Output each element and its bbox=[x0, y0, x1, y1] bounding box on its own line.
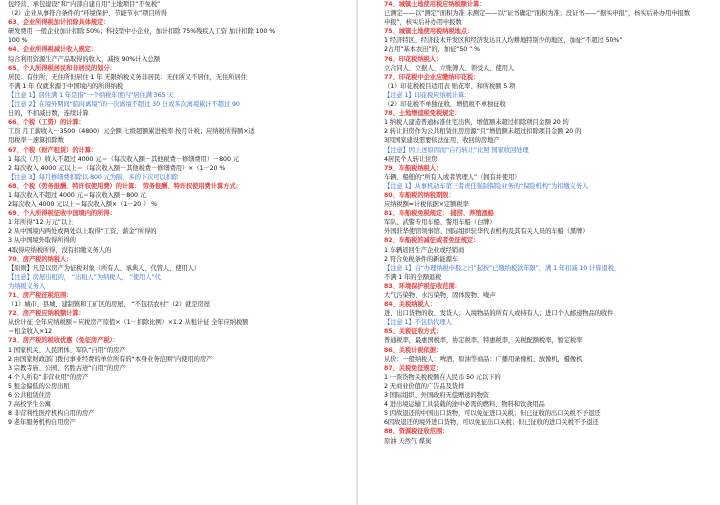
section-heading: 88、资源税征收范围： bbox=[384, 428, 449, 436]
text-line: 1 车辆返回生产企业或经销商 bbox=[384, 246, 465, 254]
text-line: 军队、武警专用车船、警用车船（白牌） bbox=[384, 219, 496, 227]
text-line: 3 国际组织、外国政府无偿赠送的物资 bbox=[384, 392, 489, 400]
section-heading: 78、土地增值税免税规定： bbox=[384, 110, 461, 118]
section-heading: 79、车船税纳税人： bbox=[384, 164, 443, 172]
text-line: 原油 天然气 煤炭 bbox=[384, 437, 432, 445]
section-heading: 77、印花税中企业应缴纳印花税： bbox=[384, 73, 480, 81]
text-line: 外国驻华使馆领事馆、国际组织驻华代表机构及其有关人员的车船（黑牌） bbox=[384, 228, 589, 236]
section-heading: 64、企业所得税减计收入规定： bbox=[8, 46, 98, 54]
note-line: 【注意 1】居住满 1 年是指“一个纳税年度内”居住满 365 天 bbox=[8, 91, 174, 99]
text-line: 2 由国家财政部门拨付事业经费的单位所有的“本身业务范围”内使用的房产 bbox=[8, 355, 213, 363]
section-heading: 68、个税（劳务报酬、特许权使用费）的计算： 劳务报酬、特许权使用费计算方式： bbox=[8, 182, 242, 190]
text-line: 不满 1 年 仅就来源于中国境内的所得纳税 bbox=[8, 82, 123, 90]
text-line: 8 非营利性医疗机构自用的房产 bbox=[8, 410, 95, 418]
note-line: 【注意 1】印花税应纳税计算： bbox=[384, 91, 471, 99]
section-heading: 70、房产税的纳税人： bbox=[8, 255, 73, 263]
text-line: 2 无商业价值的广告品及货样 bbox=[384, 382, 465, 390]
text-line: 2 每次收入 4000 元以上＝（每次收入额－其他税费－修缮费用）×（1－20 % bbox=[8, 164, 226, 172]
text-line: 从价：一般纳税人：啤酒，原油等商品：广播用录像机、放像机，摄像机 bbox=[384, 355, 583, 363]
text-line: 1 纳税人建造普通标准住宅出售，增值额未超过扣除项目金额 20 的 bbox=[384, 119, 569, 127]
text-line: 居民：有住所，无住所但居住 1 年 无限纳税义务非居民：无住所又不居住，无住所居住 bbox=[8, 73, 247, 81]
text-line: 4 进出境运输工具装载的途中必需的燃料、物料和饮食用品 bbox=[384, 401, 545, 409]
text-line: 4取得应纳税所得，没有扣缴义务人的 bbox=[8, 246, 112, 254]
text-line: （2）印花税不单独征收，增值税不单独征收 bbox=[384, 101, 506, 109]
section-heading: 82、车船税的减征或者免征规定： bbox=[384, 237, 480, 245]
text-line: 2 符合免税条件的新能源车 bbox=[384, 255, 458, 263]
section-heading: 76、印花税纳税人： bbox=[384, 55, 443, 63]
text-line: 工资 月工薪收入－3500（4800）元全额 七级超额累进税率 按月计税；应纳税所得额×适 bbox=[8, 128, 255, 136]
section-heading: 63、企业所得税加计扣除具体规定： bbox=[8, 19, 110, 27]
section-heading: 84、关税纳税人： bbox=[384, 301, 436, 309]
text-line: 普通税率，最惠国税率，协定税率，特惠税率，关税配额税率，暂定税率 bbox=[384, 337, 583, 345]
section-heading: 73、房产税的税收优惠（免征房产税）： bbox=[8, 337, 119, 345]
section-heading: 69、个人所得税征收中国境内的所得： bbox=[8, 210, 116, 218]
text-line: 1 经济特区、经济技术开发区和经济发达且人均耕地特别少的地区，加征“不超过 50%” bbox=[384, 37, 623, 45]
text-line: 2占用“基本农田”的，加征“50 ” % bbox=[384, 46, 481, 54]
text-line: 3 宗教寺庙、公园、名胜古迹“自用”的房产 bbox=[8, 364, 126, 372]
text-line: 4 个人所有“非营业用”的房产 bbox=[8, 373, 89, 381]
text-line: 从价计征 全年应纳税额＝应税房产原值×（1－扣除比例）×1.2 从租计征 全年应纳税额 bbox=[8, 319, 249, 327]
text-line: 立合同人、立据人、立账簿人、领受人、使用人 bbox=[384, 64, 515, 72]
text-line: 2 从中国境内两处或两处以上取得“工资、薪金”所得的 bbox=[8, 228, 157, 236]
text-line: 1 每次（月）收入不超过 4000 元＝（每次收入额－其他税费－修缮费用）－800 元 bbox=[8, 155, 239, 163]
text-line: （1）印花税税目适用表 贴花率、和所税额 5 项 bbox=[384, 82, 516, 90]
section-heading: 81、车船税免税规定： 捕捞、养殖渔船 bbox=[384, 210, 494, 218]
section-heading: 75、城镇土地使用税纳税地点： bbox=[384, 28, 474, 36]
section-heading: 65、个人所得税居民和非居民的划分： bbox=[8, 64, 116, 72]
right-document-page bbox=[384, 0, 714, 505]
text-line: 6因故退还的境外进口货物，可以免征出口关税；但已征收的进口关税不予退还 bbox=[384, 419, 599, 427]
text-line: 3 从中国境外取得所得的 bbox=[8, 237, 76, 245]
page-divider bbox=[356, 0, 358, 505]
text-line: ＝租金收入×12 bbox=[8, 328, 52, 336]
text-line: 申报”，核实后补办用申报数 bbox=[384, 19, 462, 27]
note-line: 【注意 1】不包括代理人 bbox=[384, 319, 452, 327]
text-line: 车辆、船舶的“所有人或者管理人”（拥有并使用） bbox=[384, 173, 521, 181]
left-document-page bbox=[8, 0, 338, 505]
section-heading: 74、城镇土地使用税应纳税额计算： bbox=[384, 1, 486, 8]
text-line: 研发费用 一般企业加计扣除 50%；科技型中小企业，加计扣除 75%残疾人工资 加计扣除 100 % bbox=[8, 28, 276, 36]
text-line: 综合利用资源生产产品取得的收入，减按 90%计入总额 bbox=[8, 55, 160, 63]
text-line: 不满 1 年的全额退税 bbox=[384, 273, 442, 281]
text-line: 已测定——以“测定”面积为准 未测定——以“证书确定”面积为准；没证书——“据实申报”，核实后补办用申报数 bbox=[384, 10, 690, 18]
text-line: 3因国家建设需要依法征用、收回的房地产 bbox=[384, 137, 500, 145]
note-line: 为纳税义务人 bbox=[8, 282, 46, 290]
section-heading: 67、个税（财产租赁）的计算： bbox=[8, 146, 98, 154]
section-heading: 83、环境保护税征收范围： bbox=[384, 282, 461, 290]
section-heading: 72、房产税应纳税额计算： bbox=[8, 310, 85, 318]
text-line: 2 转让旧房作为公共租赁住房房源“且”增值额未超过扣除项目金额 20 的 bbox=[384, 128, 582, 136]
section-heading: 86、关税计税依据： bbox=[384, 346, 443, 354]
note-line: 【注意】房屋出租的， “出租人”为纳税人， “使用人”代 bbox=[8, 273, 161, 281]
note-line: 【注意 2】在境外期间“临时离境”的一次离境不超过 30 日或多次离境累计不超过 90 bbox=[8, 101, 240, 109]
text-line: 2每次收入 4000 元以上＝每次收入额×（1－20 ） % bbox=[8, 201, 158, 209]
section-heading: 80、车船税的纳税期限： bbox=[384, 191, 455, 199]
note-line: 【注意 3】每月修缮费扣除以 800 元为限，多的下次可以扣除 bbox=[8, 173, 179, 181]
text-line: 6 公共租赁住房 bbox=[8, 392, 51, 400]
text-line: 1 一票货物关税税额在人民币 50 元以下的 bbox=[384, 373, 501, 381]
section-heading: 87、关税免征规定： bbox=[384, 364, 443, 372]
text-line: 100 % bbox=[8, 37, 28, 45]
section-heading: 66、个税（工资）的计算： bbox=[8, 119, 85, 127]
text-line: 1 每次收入不超过 4000 元＝每次收入额－800 元 bbox=[8, 191, 147, 199]
text-line: （2）企业从事符合条件的“环境保护、节能节水”项目所得 bbox=[8, 10, 167, 18]
text-line: 7 高校学生公寓 bbox=[8, 401, 51, 409]
text-line: 4居民个人转让住房 bbox=[384, 155, 438, 163]
text-line: 【原则】凡是以房产为征税对象（所有人、承典人、代管人、使用人） bbox=[8, 264, 201, 272]
text-line: 日的，不扣减日数，连续计算 bbox=[8, 110, 89, 118]
text-line: 进、出口货物的收、发货人；入境物品的所有人或持有人；进口个人邮递物品的收件 bbox=[384, 310, 614, 318]
text-line: 用税率－速算扣除数 bbox=[8, 137, 64, 145]
note-line: 【注意】因上述原因而“自行转让”比照 国家收回处理 bbox=[384, 146, 529, 154]
text-line: 1 国家机关、人民团体、军队“自用”的房产 bbox=[8, 346, 126, 354]
text-line: （1）城市、县城、建制镇和工矿区的房屋， “不包括农村”（2）就是房屋 bbox=[8, 301, 210, 309]
text-line: 应纳税额=计税依据×定额税率 bbox=[384, 201, 469, 209]
text-line: 包经营、承包建设”和“内部自建自用”土地项目“不免税” bbox=[8, 1, 161, 8]
text-line: 5 租金偏低的公房出租 bbox=[8, 382, 70, 390]
section-heading: 85、关税征收方式： bbox=[384, 328, 443, 336]
text-line: 大气污染物、水污染物、固体废物、噪声 bbox=[384, 292, 496, 299]
text-line: 5 因故退还的中国出口货物，可以免征进口关税；但已征收的出口关税不予退还 bbox=[384, 410, 601, 418]
text-line: 9 老年服务机构自用房产 bbox=[8, 419, 76, 427]
text-line: 1 年所得“12 万元”以上 bbox=[8, 219, 74, 227]
note-line: 【注意 1】从事机动车第三者责任强制保险业务的“保险机构”为扣缴义务人 bbox=[384, 182, 589, 190]
section-heading: 71、房产税征税范围： bbox=[8, 292, 73, 299]
note-line: 【注意 1】自“办理纳税申报之日”起按“已缴纳税款年限”，满 1 年扣减 10 计算退税， bbox=[384, 264, 621, 272]
